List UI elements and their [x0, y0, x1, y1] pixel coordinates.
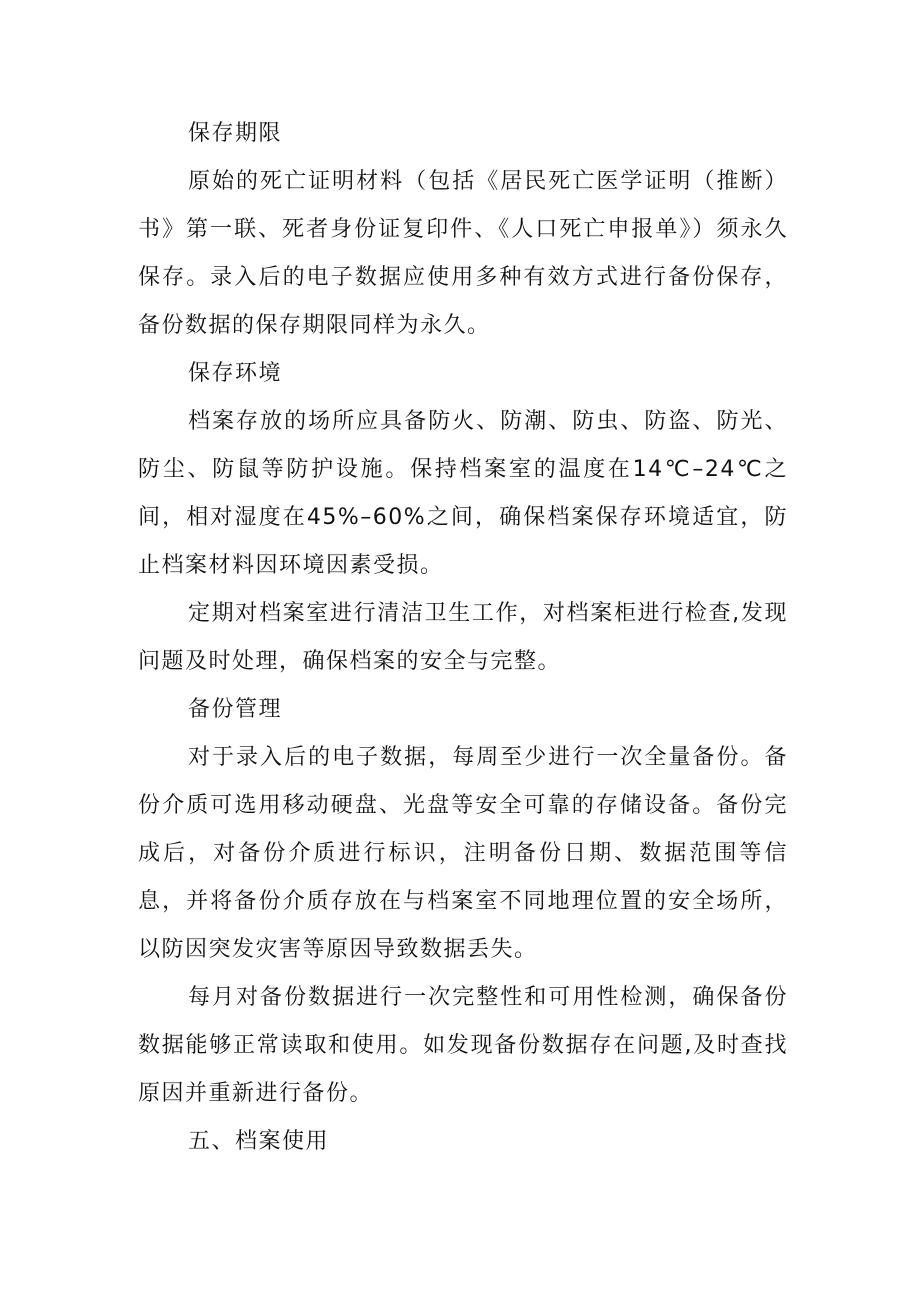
para-storage-environment: 档案存放的场所应具备防火、防潮、防虫、防盗、防光、防尘、防鼠等防护设施。保持档案室的温度在14℃–24℃之间，相对湿度在45%–60%之间，确保档案保存环境适宜，防止档案材料因环境因素受损。	[138, 409, 788, 578]
heading-section-five: 五、档案使用	[188, 1129, 330, 1154]
para-cleaning: 定期对档案室进行清洁卫生工作，对档案柜进行检查,发现问题及时处理，确保档案的安全与完整。	[138, 601, 788, 674]
para-backup-weekly: 对于录入后的电子数据，每周至少进行一次全量备份。备份介质可选用移动硬盘、光盘等安全可靠的存储设备。备份完成后，对备份介质进行标识，注明备份日期、数据范围等信息，并将备份介质存放在与档案室不同地理位置的安全场所，以防因突发灾害等原因导致数据丢失。	[138, 745, 788, 962]
heading-storage-environment: 保存环境	[188, 361, 283, 386]
para-storage-period: 原始的死亡证明材料（包括《居民死亡医学证明（推断）书》第一联、死者身份证复印件、《人口死亡申报单》）须永久保存。录入后的电子数据应使用多种有效方式进行备份保存，备份数据的保存期限同样为永久。	[138, 169, 788, 338]
para-backup-monthly: 每月对备份数据进行一次完整性和可用性检测，确保备份数据能够正常读取和使用。如发现备份数据存在问题,及时查找原因并重新进行备份。	[138, 985, 788, 1106]
document-body	[138, 110, 788, 1166]
heading-storage-period: 保存期限	[188, 121, 283, 146]
heading-backup-management: 备份管理	[188, 697, 283, 722]
